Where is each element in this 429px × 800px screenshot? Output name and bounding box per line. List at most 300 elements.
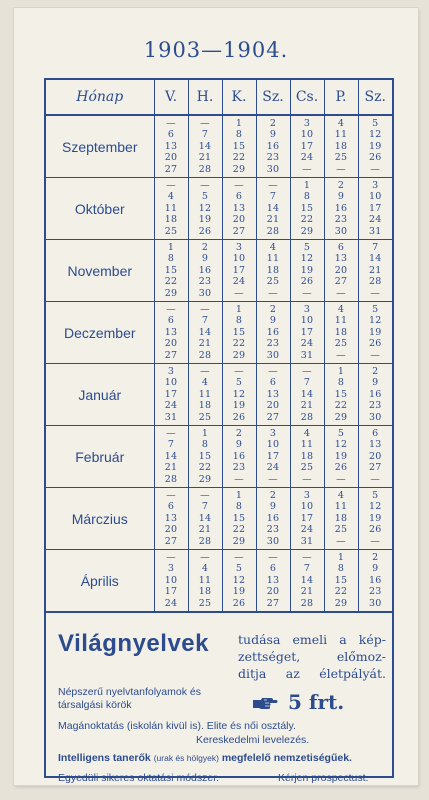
day-stack — [359, 366, 393, 424]
day-number: 7 — [201, 129, 209, 141]
weekday-cell — [324, 488, 358, 550]
day-stack — [257, 180, 290, 238]
ad-teachers: Intelligens tanerők — [58, 752, 151, 764]
day-number: 20 — [164, 338, 178, 350]
day-number: 18 — [300, 450, 314, 462]
day-number: 30 — [369, 597, 382, 609]
weekday-cell — [358, 488, 392, 550]
ad-teachers-line — [58, 752, 352, 764]
day-number: 25 — [198, 597, 212, 609]
day-number: 30 — [266, 535, 280, 547]
weekday-cell — [222, 488, 256, 550]
day-number: 25 — [266, 276, 280, 288]
header-month: Hónap — [46, 80, 154, 115]
day-number: — — [234, 287, 244, 299]
day-number: 27 — [334, 276, 348, 288]
day-number: 18 — [164, 214, 178, 226]
day-number: 12 — [232, 574, 246, 586]
day-stack — [257, 428, 290, 486]
day-number: 21 — [266, 214, 280, 226]
day-number: 24 — [300, 152, 314, 164]
weekday-cell — [222, 115, 256, 178]
day-number: 17 — [300, 512, 314, 524]
day-number: 1 — [337, 551, 345, 563]
day-number: 16 — [369, 388, 382, 400]
weekday-cell — [154, 115, 188, 178]
day-stack — [155, 366, 188, 424]
day-number: — — [200, 551, 210, 563]
ad-title: Világnyelvek — [58, 630, 209, 657]
weekday-cell — [188, 364, 222, 426]
day-number: 8 — [167, 253, 175, 265]
day-number: 1 — [235, 117, 243, 129]
day-number: 7 — [167, 439, 175, 451]
day-number: 11 — [266, 253, 280, 265]
day-number: 19 — [369, 326, 382, 338]
weekday-cell — [290, 364, 324, 426]
day-number: 2 — [235, 427, 243, 439]
day-number: — — [166, 117, 176, 129]
day-number: 5 — [372, 489, 379, 501]
day-number: 2 — [372, 365, 379, 377]
day-number: 20 — [232, 214, 246, 226]
day-stack — [291, 180, 324, 238]
day-number: 26 — [369, 152, 382, 164]
day-number: 15 — [164, 264, 178, 276]
ad-tagline-line: zettséget, előmoz- — [238, 649, 386, 664]
day-stack — [257, 242, 290, 300]
day-number: 12 — [369, 315, 382, 327]
day-number: 29 — [232, 535, 246, 547]
day-number: 23 — [266, 152, 280, 164]
weekday-cell — [290, 115, 324, 178]
ad-courses-line: Népszerű nyelvtanfolyamok és — [58, 686, 201, 698]
ad-teachers-note: (urak és hölgyek) — [153, 753, 219, 763]
day-stack — [359, 304, 393, 362]
day-number: 31 — [300, 535, 314, 547]
day-number: 5 — [235, 563, 243, 575]
day-stack — [223, 428, 256, 486]
day-number: — — [166, 303, 176, 315]
day-number: 22 — [232, 338, 246, 350]
day-number: 14 — [300, 388, 314, 400]
month-row — [46, 364, 392, 426]
day-number: 23 — [266, 338, 280, 350]
day-stack — [291, 552, 324, 610]
day-number: — — [268, 179, 278, 191]
day-number: — — [166, 489, 176, 501]
day-stack — [291, 366, 324, 424]
day-number: 4 — [337, 489, 345, 501]
ad-private-lessons: Magánoktatás (iskolán kivül is). Elite és női osztály. — [58, 720, 296, 732]
day-number: 5 — [235, 377, 243, 389]
day-stack — [291, 118, 324, 176]
month-row — [46, 488, 392, 550]
day-number: 24 — [300, 338, 314, 350]
month-name: November — [46, 240, 154, 302]
weekday-cell — [154, 364, 188, 426]
month-name: Október — [46, 178, 154, 240]
day-number: 21 — [198, 152, 212, 164]
weekday-cell — [188, 240, 222, 302]
header-day: P. — [324, 80, 358, 115]
month-row — [46, 550, 392, 613]
weekday-cell — [358, 302, 392, 364]
day-number: 25 — [164, 225, 178, 237]
day-number: 11 — [334, 315, 348, 327]
day-number: 22 — [334, 586, 348, 598]
day-number: 20 — [164, 524, 178, 536]
day-number: 3 — [372, 179, 379, 191]
day-number: 26 — [232, 411, 246, 423]
weekday-cell — [188, 488, 222, 550]
weekday-cell — [324, 115, 358, 178]
day-number: 6 — [167, 315, 175, 327]
day-number: 13 — [334, 253, 348, 265]
month-name: Április — [46, 550, 154, 613]
day-number: 8 — [337, 563, 345, 575]
day-stack — [155, 304, 188, 362]
day-number: 24 — [369, 214, 382, 226]
day-number: — — [166, 551, 176, 563]
day-number: 7 — [201, 315, 209, 327]
weekday-cell — [222, 302, 256, 364]
day-number: 20 — [369, 450, 382, 462]
day-number: — — [234, 365, 244, 377]
day-number: 13 — [164, 326, 178, 338]
day-number: — — [234, 473, 244, 485]
day-number: 21 — [369, 264, 382, 276]
day-number: 5 — [372, 117, 379, 129]
weekday-cell — [188, 550, 222, 613]
month-row — [46, 115, 392, 178]
day-number: 13 — [369, 439, 382, 451]
day-number: 4 — [337, 303, 345, 315]
day-number: 2 — [201, 241, 209, 253]
day-number: 24 — [164, 400, 178, 412]
day-stack — [257, 552, 290, 610]
day-number: 18 — [334, 512, 348, 524]
day-number: — — [336, 535, 346, 547]
day-number: 9 — [269, 501, 277, 513]
day-number: 26 — [232, 597, 246, 609]
day-number: 23 — [198, 276, 212, 288]
header-day: K. — [222, 80, 256, 115]
weekday-cell — [290, 426, 324, 488]
day-number: 31 — [300, 349, 314, 361]
day-number: 1 — [235, 489, 243, 501]
ad-tagline — [238, 631, 386, 682]
day-number: 23 — [369, 400, 382, 412]
calendar-frame — [44, 78, 394, 784]
day-number: 10 — [232, 253, 246, 265]
day-number: 9 — [269, 315, 277, 327]
day-number: — — [336, 473, 346, 485]
day-number: 28 — [300, 411, 314, 423]
day-stack — [155, 428, 188, 486]
day-number: 23 — [369, 586, 382, 598]
day-stack — [257, 366, 290, 424]
weekday-cell — [324, 426, 358, 488]
weekday-cell — [222, 426, 256, 488]
weekday-cell — [324, 550, 358, 613]
day-number: 22 — [232, 524, 246, 536]
day-number: 5 — [303, 241, 311, 253]
header-day: Cs. — [290, 80, 324, 115]
day-number: 20 — [266, 586, 280, 598]
day-number: 13 — [164, 140, 178, 152]
day-number: 3 — [167, 365, 175, 377]
day-number: 3 — [303, 303, 311, 315]
weekday-cell — [188, 115, 222, 178]
day-number: 15 — [300, 202, 314, 214]
weekday-cell — [256, 364, 290, 426]
month-name: Szeptember — [46, 115, 154, 178]
day-number: 27 — [369, 462, 382, 474]
month-row — [46, 240, 392, 302]
day-number: 11 — [164, 202, 178, 214]
weekday-cell — [324, 364, 358, 426]
day-number: 30 — [369, 411, 382, 423]
day-stack — [189, 366, 222, 424]
day-number: 4 — [303, 427, 311, 439]
day-number: 15 — [232, 512, 246, 524]
day-number: 19 — [232, 586, 246, 598]
day-stack — [223, 118, 256, 176]
advertisement — [46, 624, 392, 784]
day-number: 19 — [334, 450, 348, 462]
day-number: 17 — [369, 202, 382, 214]
day-number: 15 — [232, 326, 246, 338]
weekday-cell — [358, 178, 392, 240]
weekday-cell — [222, 240, 256, 302]
day-number: 1 — [201, 427, 209, 439]
day-number: 26 — [334, 462, 348, 474]
day-number: 8 — [337, 377, 345, 389]
header-day: V. — [154, 80, 188, 115]
day-number: 28 — [198, 535, 212, 547]
day-number: 7 — [303, 377, 311, 389]
weekday-cell — [154, 302, 188, 364]
day-number: 9 — [372, 563, 379, 575]
day-number: 24 — [266, 462, 280, 474]
day-number: — — [370, 349, 381, 361]
day-number: 15 — [334, 388, 348, 400]
day-number: 27 — [232, 225, 246, 237]
day-number: 14 — [198, 140, 212, 152]
day-number: 17 — [300, 326, 314, 338]
day-number: 12 — [300, 253, 314, 265]
day-number: 22 — [232, 152, 246, 164]
day-number: 2 — [337, 179, 345, 191]
weekday-cell — [324, 240, 358, 302]
day-stack — [155, 552, 188, 610]
day-number: — — [302, 473, 312, 485]
day-number: 28 — [164, 473, 178, 485]
day-number: 26 — [300, 276, 314, 288]
day-number: 10 — [300, 315, 314, 327]
day-number: 14 — [198, 512, 212, 524]
weekday-cell — [290, 178, 324, 240]
day-number: 9 — [337, 191, 345, 203]
day-stack — [359, 428, 393, 486]
day-number: 27 — [164, 163, 178, 175]
day-number: 22 — [300, 214, 314, 226]
day-number: 28 — [198, 163, 212, 175]
day-number: 12 — [232, 388, 246, 400]
weekday-cell — [222, 364, 256, 426]
day-number: 14 — [164, 450, 178, 462]
day-number: 20 — [266, 400, 280, 412]
day-number: 6 — [269, 377, 277, 389]
ad-method: Egyedüli sikeres oktatási módszer. — [58, 772, 220, 784]
day-number: 11 — [334, 129, 348, 141]
day-number: 4 — [337, 117, 345, 129]
day-number: 17 — [300, 140, 314, 152]
day-number: — — [268, 473, 278, 485]
weekday-cell — [324, 302, 358, 364]
day-stack — [223, 552, 256, 610]
day-number: 29 — [232, 163, 246, 175]
day-number: 19 — [198, 214, 212, 226]
day-number: 24 — [232, 276, 246, 288]
day-number: 15 — [232, 140, 246, 152]
day-number: — — [336, 163, 346, 175]
day-stack — [325, 118, 358, 176]
calendar-table — [46, 80, 392, 613]
weekday-cell — [290, 550, 324, 613]
day-number: 3 — [303, 489, 311, 501]
day-number: 2 — [372, 551, 379, 563]
day-number: — — [234, 551, 244, 563]
day-number: 8 — [235, 129, 243, 141]
weekday-cell — [256, 240, 290, 302]
month-row — [46, 302, 392, 364]
ad-prospectus: Kérjen prospectust. — [278, 772, 369, 784]
day-number: 30 — [266, 163, 280, 175]
day-number: 17 — [266, 450, 280, 462]
day-stack — [223, 490, 256, 548]
day-number: 16 — [369, 574, 382, 586]
day-stack — [325, 428, 358, 486]
weekday-cell — [358, 550, 392, 613]
day-number: 29 — [334, 597, 348, 609]
day-number: 23 — [232, 462, 246, 474]
day-number: 6 — [167, 501, 175, 513]
weekday-cell — [154, 178, 188, 240]
day-number: 18 — [334, 326, 348, 338]
day-number: 26 — [369, 338, 382, 350]
day-number: 21 — [164, 462, 178, 474]
day-number: 1 — [235, 303, 243, 315]
day-stack — [359, 118, 393, 176]
day-number: 6 — [167, 129, 175, 141]
day-number: 16 — [266, 326, 280, 338]
day-number: 13 — [164, 512, 178, 524]
day-number: 4 — [201, 563, 209, 575]
day-number: 15 — [198, 450, 212, 462]
day-stack — [155, 490, 188, 548]
day-number: 1 — [167, 241, 175, 253]
day-number: — — [336, 287, 346, 299]
day-number: 2 — [269, 489, 277, 501]
day-number: — — [302, 365, 312, 377]
day-number: 24 — [300, 524, 314, 536]
weekday-cell — [324, 178, 358, 240]
day-number: 25 — [334, 338, 348, 350]
weekday-cell — [154, 550, 188, 613]
day-number: — — [200, 303, 210, 315]
day-number: 17 — [164, 388, 178, 400]
day-stack — [189, 180, 222, 238]
ad-correspondence: Kereskedelmi levelezés. — [196, 734, 310, 746]
day-number: 11 — [198, 574, 212, 586]
day-number: 7 — [201, 501, 209, 513]
day-stack — [359, 242, 393, 300]
day-number: — — [302, 163, 312, 175]
day-number: 23 — [334, 214, 348, 226]
day-stack — [291, 490, 324, 548]
day-number: 20 — [164, 152, 178, 164]
weekday-cell — [256, 426, 290, 488]
day-number: 30 — [198, 287, 212, 299]
day-number: — — [268, 365, 278, 377]
day-stack — [189, 242, 222, 300]
calendar-body — [46, 115, 392, 612]
day-number: 17 — [164, 586, 178, 598]
weekday-cell — [256, 115, 290, 178]
day-number: — — [200, 179, 210, 191]
weekday-cell — [290, 488, 324, 550]
day-number: 16 — [266, 512, 280, 524]
day-number: 8 — [201, 439, 209, 451]
day-number: 3 — [235, 241, 243, 253]
day-stack — [325, 552, 358, 610]
day-number: 11 — [300, 439, 314, 451]
day-stack — [257, 304, 290, 362]
day-stack — [155, 118, 188, 176]
day-stack — [359, 490, 393, 548]
month-name: Deczember — [46, 302, 154, 364]
day-stack — [291, 304, 324, 362]
day-stack — [359, 552, 393, 610]
day-stack — [189, 428, 222, 486]
day-number: — — [200, 117, 210, 129]
pointing-hand-icon — [252, 696, 278, 710]
day-number: 18 — [198, 586, 212, 598]
day-number: 21 — [198, 338, 212, 350]
day-number: 14 — [369, 253, 382, 265]
day-number: 3 — [303, 117, 311, 129]
day-number: 10 — [164, 377, 178, 389]
day-number: — — [268, 287, 278, 299]
header-day: H. — [188, 80, 222, 115]
day-number: 4 — [269, 241, 277, 253]
day-number: 21 — [300, 586, 314, 598]
day-number: 21 — [198, 524, 212, 536]
day-number: 8 — [303, 191, 311, 203]
day-number: 12 — [369, 129, 382, 141]
day-stack — [257, 118, 290, 176]
day-number: 9 — [269, 129, 277, 141]
day-number: 26 — [198, 225, 212, 237]
day-number: 18 — [198, 400, 212, 412]
price: 5 frt. — [288, 690, 345, 714]
header-row — [46, 80, 392, 115]
day-number: 12 — [334, 439, 348, 451]
day-number: 10 — [164, 574, 178, 586]
day-number: 3 — [269, 427, 277, 439]
